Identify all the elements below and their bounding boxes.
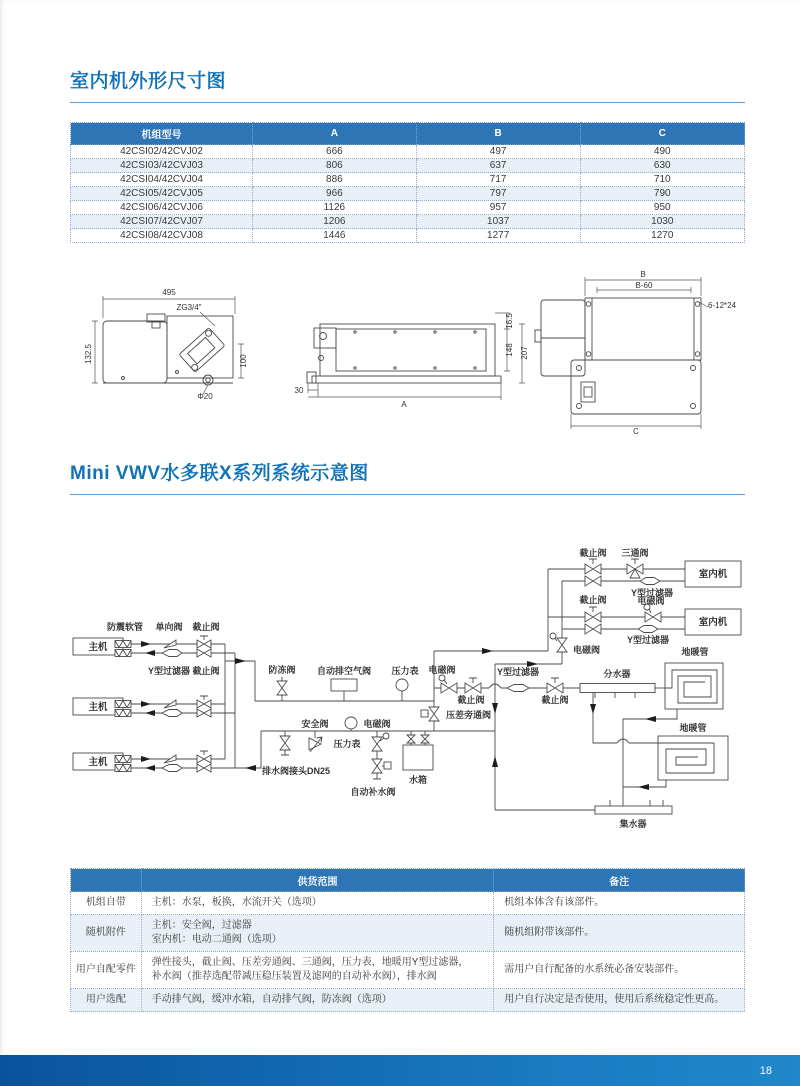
table-cell: 42CSI04/42CVJ04	[71, 173, 253, 187]
unit-piping	[115, 696, 235, 717]
column-header: 供货范围	[141, 869, 494, 892]
diagram-label: 压差旁通阀	[446, 710, 492, 720]
table-cell: 806	[252, 159, 416, 173]
table-cell: 42CSI03/42CVJ03	[71, 159, 253, 173]
remark-cell: 用户自行决定是否使用，使用后系统稳定性更高。	[494, 989, 745, 1012]
diagram-label: 单向阀	[155, 622, 183, 632]
remark-cell: 机组本体含有该部件。	[494, 892, 745, 915]
diagram-label: 排水阀接头DN25	[261, 766, 331, 776]
dim-label: B	[640, 270, 646, 279]
table-row	[71, 145, 745, 159]
drawing-front-view	[307, 313, 525, 400]
system-schematic	[65, 533, 745, 863]
dim-label: 148	[505, 343, 514, 357]
diagram-label: Y型过滤器	[630, 588, 674, 598]
table-cell: 797	[416, 187, 580, 201]
table-cell: 490	[580, 145, 744, 159]
diagram-label: 安全阀	[301, 719, 329, 729]
main-unit-label: 主机	[88, 702, 108, 713]
dim-label: 6-12*24	[708, 301, 737, 310]
dimension-table-body	[71, 145, 745, 243]
diagram-label: 截止阀	[192, 666, 220, 676]
column-header: 机组型号	[71, 123, 253, 145]
table-cell: 42CSI05/42CVJ05	[71, 187, 253, 201]
outline-drawings	[65, 266, 745, 444]
dim-label: 16.5	[505, 313, 514, 329]
diagram-label: 电磁阀	[428, 665, 456, 675]
diagram-label: 压力表	[333, 739, 361, 749]
dimension-table	[70, 122, 745, 243]
diagram-label: Y型过滤器	[626, 635, 670, 645]
row-category: 用户选配	[71, 989, 142, 1012]
dim-label: 495	[162, 288, 176, 297]
page-number: 18	[759, 1064, 772, 1077]
dim-label: 132.5	[84, 343, 93, 365]
diagram-label: 防震软管	[106, 622, 144, 632]
supply-table-body	[71, 892, 745, 1012]
table-cell: 637	[416, 159, 580, 173]
section-title-dimensions: 室内机外形尺寸图	[70, 66, 745, 103]
table-cell: 666	[252, 145, 416, 159]
diagram-label: 防冻阀	[268, 665, 296, 675]
dim-label: 100	[239, 354, 248, 368]
diagram-label: 电磁阀	[637, 596, 665, 606]
unit-piping	[115, 636, 235, 657]
table-row	[71, 159, 745, 173]
table-cell: 710	[580, 173, 744, 187]
table-row	[71, 215, 745, 229]
diagram-label: 截止阀	[579, 595, 607, 605]
table-row	[71, 201, 745, 215]
table-cell: 957	[416, 201, 580, 215]
remark-cell: 随机组附带该部件。	[494, 915, 745, 952]
indoor-unit-label: 室内机	[698, 617, 728, 628]
row-category: 用户自配零件	[71, 952, 142, 989]
remark-cell: 需用户自行配备的水系统必备安装部件。	[494, 952, 745, 989]
row-category: 随机附件	[71, 915, 142, 952]
diagram-label: 自动补水阀	[350, 787, 396, 797]
page-footer	[0, 1055, 800, 1086]
table-row	[71, 915, 745, 952]
table-cell: 1277	[416, 229, 580, 243]
table-cell: 966	[252, 187, 416, 201]
diagram-label: Y型过滤器	[147, 666, 191, 676]
table-cell: 790	[580, 187, 744, 201]
column-header	[71, 869, 142, 892]
dim-label: Φ20	[197, 392, 213, 401]
diagram-label: 三通阀	[621, 548, 649, 558]
diagram-label: 截止阀	[457, 695, 485, 705]
diagram-label: 分水器	[603, 669, 631, 679]
column-header: A	[252, 123, 416, 145]
dim-label: A	[401, 400, 407, 409]
diagram-label: 地暖管	[681, 647, 709, 657]
indoor-unit-label: 室内机	[698, 569, 728, 580]
supply-table-header	[71, 869, 745, 892]
diagram-label: 自动排空气阀	[316, 666, 372, 676]
supply-scope-cell: 主机：水泵，板换，水流开关（选项）	[141, 892, 494, 915]
diagram-label: 水箱	[408, 775, 428, 785]
diagram-label: 电磁阀	[363, 719, 391, 729]
table-row	[71, 173, 745, 187]
table-cell: 1270	[580, 229, 744, 243]
table-cell: 1037	[416, 215, 580, 229]
table-cell: 886	[252, 173, 416, 187]
diagram-label: 地暖管	[679, 723, 707, 733]
diagram-label: 截止阀	[579, 548, 607, 558]
table-cell: 630	[580, 159, 744, 173]
table-cell: 42CSI02/42CVJ02	[71, 145, 253, 159]
diagram-label: 电磁阀	[573, 645, 601, 655]
unit-piping	[115, 751, 235, 772]
table-cell: 717	[416, 173, 580, 187]
dim-label: 207	[520, 346, 529, 360]
table-row	[71, 187, 745, 201]
table-cell: 497	[416, 145, 580, 159]
section-title-schematic: Mini VWV水多联X系列系统示意图	[70, 458, 745, 495]
supply-scope-cell: 主机：安全阀，过滤器 室内机：电动二通阀（选项）	[141, 915, 494, 952]
dim-label: ZG3/4"	[176, 303, 202, 312]
table-cell: 1126	[252, 201, 416, 215]
table-row	[71, 952, 745, 989]
row-category: 机组自带	[71, 892, 142, 915]
supply-scope-cell: 弹性接头，截止阀、压差旁通阀、三通阀，压力表，地暖用Y型过滤器， 补水阀（推荐选配带减压稳压装置及滤网的自动补水阀），排水阀	[141, 952, 494, 989]
table-cell: 1446	[252, 229, 416, 243]
table-row	[71, 229, 745, 243]
dim-label: B-60	[635, 281, 653, 290]
supply-scope-table	[70, 868, 745, 1012]
diagram-label: 集水器	[619, 819, 647, 829]
table-cell: 950	[580, 201, 744, 215]
supply-scope-cell: 手动排气阀，缓冲水箱，自动排气阀，防冻阀（选项）	[141, 989, 494, 1012]
diagram-label: 截止阀	[541, 695, 569, 705]
table-cell: 42CSI06/42CVJ06	[71, 201, 253, 215]
column-header: C	[580, 123, 744, 145]
table-cell: 42CSI08/42CVJ08	[71, 229, 253, 243]
main-unit-label: 主机	[88, 642, 108, 653]
column-header: 备注	[494, 869, 745, 892]
drawing-top-view	[535, 277, 708, 429]
dimension-table-header	[71, 123, 745, 145]
table-cell: 1206	[252, 215, 416, 229]
diagram-label: 压力表	[391, 666, 419, 676]
table-row	[71, 989, 745, 1012]
table-cell: 1030	[580, 215, 744, 229]
drawing-side-view	[92, 296, 244, 394]
dim-label: C	[633, 427, 639, 436]
main-unit-label: 主机	[88, 757, 108, 768]
table-row	[71, 892, 745, 915]
column-header: B	[416, 123, 580, 145]
diagram-label: 截止阀	[192, 622, 220, 632]
table-cell: 42CSI07/42CVJ07	[71, 215, 253, 229]
diagram-label: Y型过滤器	[496, 667, 540, 677]
dim-label: 30	[294, 386, 304, 395]
